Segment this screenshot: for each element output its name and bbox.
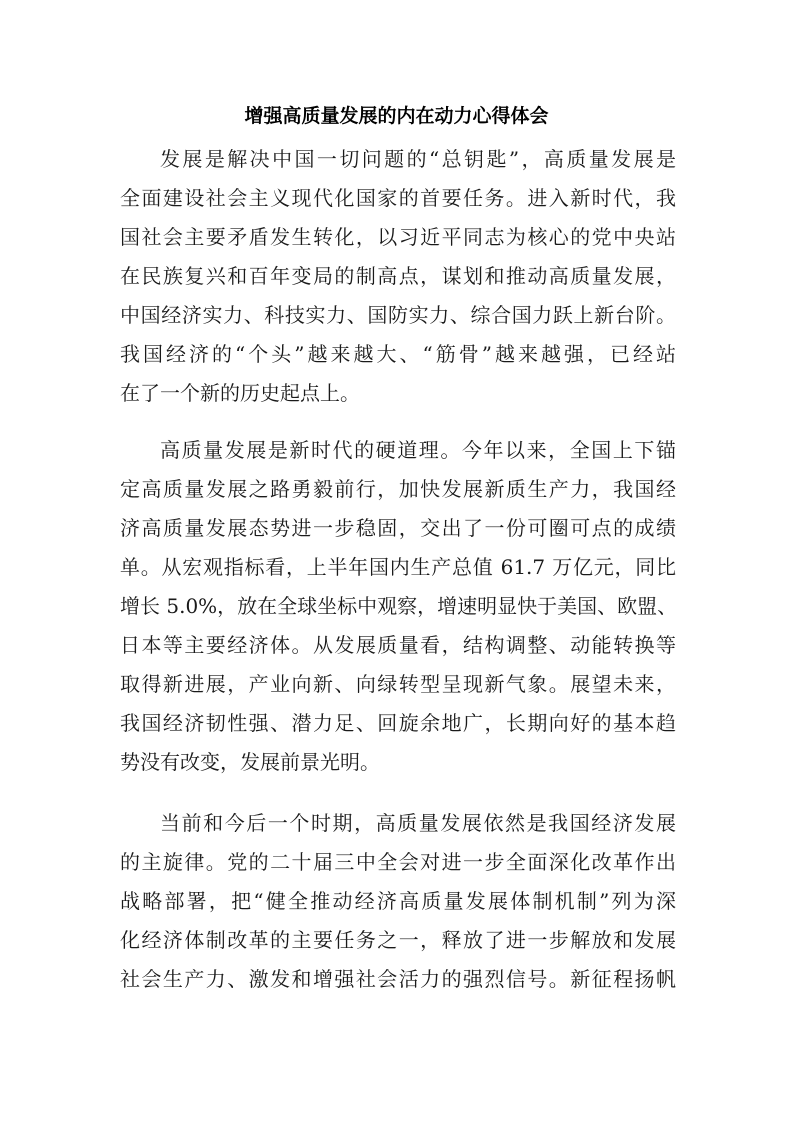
document-title: 增强高质量发展的内在动力心得体会 (244, 105, 549, 127)
text-line: 全面建设社会主义现代化国家的首要任务。进入新时代，我 (120, 186, 676, 210)
text-line: 济高质量发展态势进一步稳固，交出了一份可圈可点的成绩 (120, 516, 676, 540)
text-line: 在了一个新的历史起点上。 (120, 381, 360, 405)
text-line: 势没有改变，发展前景光明。 (120, 750, 380, 774)
text-line: 取得新进展，产业向新、向绿转型呈现新气象。展望未来， (120, 672, 676, 696)
text-line: 战略部署，把“健全推动经济高质量发展体制机制”列为深 (120, 889, 676, 913)
text-line: 社会生产力、激发和增强社会活力的强烈信号。新征程扬帆 (120, 967, 676, 991)
text-line: 单。从宏观指标看，上半年国内生产总值 61.7 万亿元，同比 (120, 555, 676, 579)
paragraph-1 (120, 140, 676, 413)
text-line: 增长 5.0%，放在全球坐标中观察，增速明显快于美国、欧盟、 (120, 594, 678, 618)
text-line: 我国经济韧性强、潜力足、回旋余地广，长期向好的基本趋 (120, 711, 676, 735)
text-line: 中国经济实力、科技实力、国防实力、综合国力跃上新台阶。 (120, 303, 676, 327)
text-line: 当前和今后一个时期，高质量发展依然是我国经济发展 (160, 811, 676, 835)
text-line: 在民族复兴和百年变局的制高点，谋划和推动高质量发展， (120, 264, 676, 288)
text-line: 的主旋律。党的二十届三中全会对进一步全面深化改革作出 (120, 850, 676, 874)
text-line: 定高质量发展之路勇毅前行，加快发展新质生产力，我国经 (120, 477, 676, 501)
text-line: 发展是解决中国一切问题的“总钥匙”，高质量发展是 (160, 147, 676, 171)
paragraph-3 (120, 804, 676, 999)
paragraph-2 (120, 431, 676, 782)
text-line: 日本等主要经济体。从发展质量看，结构调整、动能转换等 (120, 633, 676, 657)
text-line: 国社会主要矛盾发生转化，以习近平同志为核心的党中央站 (120, 225, 676, 249)
text-line: 化经济体制改革的主要任务之一，释放了进一步解放和发展 (120, 928, 676, 952)
text-line: 我国经济的“个头”越来越大、“筋骨”越来越强，已经站 (120, 342, 676, 366)
text-line: 高质量发展是新时代的硬道理。今年以来，全国上下锚 (160, 438, 676, 462)
